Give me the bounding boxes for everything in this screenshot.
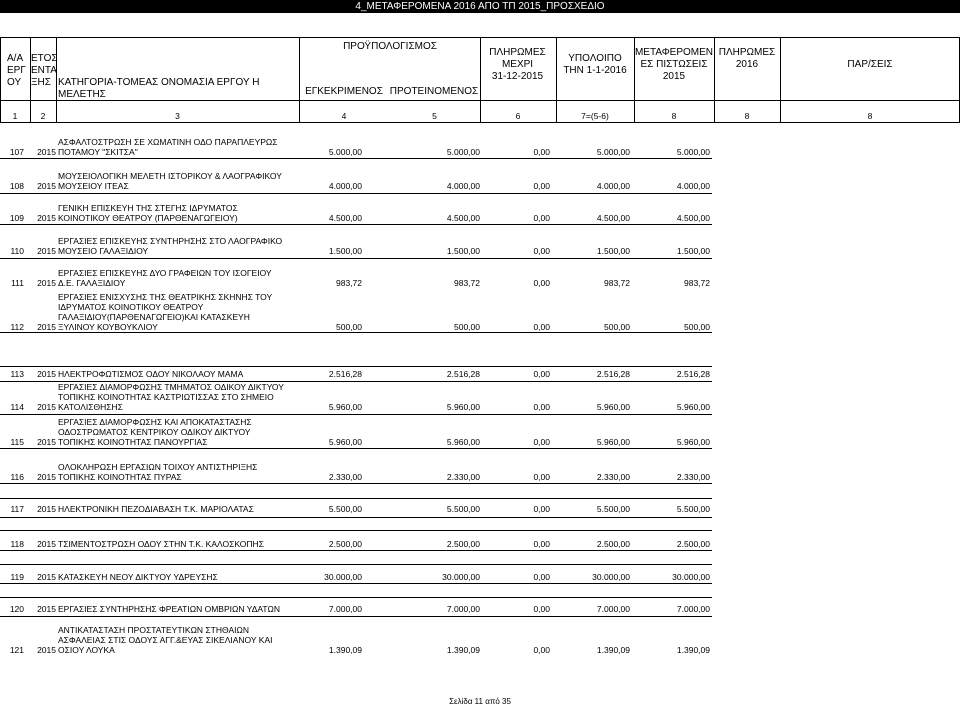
payments-2016-amount: 5.960,00	[676, 402, 710, 412]
table-row	[0, 414, 960, 447]
approved-amount: 983,72	[336, 278, 362, 288]
row-year: 2015	[37, 402, 56, 412]
project-name-line: ΓΑΛΑΞΙΔΙΟΥ(ΠΑΡΘΕΝΑΓΩΓΕΙΟ)ΚΑΙ ΚΑΤΑΣΚΕΥΗ	[58, 312, 250, 322]
row-separator	[0, 583, 712, 584]
paid-until-amount: 30.000,00	[442, 572, 480, 582]
project-name-line: Δ.Ε. ΓΑΛΑΞΙΔΙΟΥ	[58, 278, 126, 288]
grid-line	[0, 37, 1, 122]
project-name-line: ΑΣΦΑΛΕΙΑΣ ΣΤΙΣ ΟΔΟΥΣ ΑΓΓ.&ΕΥΑΣ ΣΙΚΕΛΙΑΝΟΥ ΚΑΙ	[58, 635, 273, 645]
grid-line	[480, 37, 481, 122]
payments-2016-amount: 4.000,00	[676, 181, 710, 191]
project-name-line: ΜΟΥΣΕΙΟ ΓΑΛΑΞΙΔΙΟΥ	[58, 246, 149, 256]
row-number: 110	[10, 246, 24, 256]
header-budget: ΠΡΟΫΠΟΛΟΓΙΣΜΟΣ	[343, 41, 437, 52]
row-number: 114	[10, 402, 24, 412]
table-row	[0, 369, 960, 379]
paid-until-amount: 2.330,00	[446, 472, 480, 482]
table-row	[0, 198, 960, 223]
transferred-amount: 5.500,00	[596, 504, 630, 514]
transferred-amount: 4.000,00	[596, 181, 630, 191]
row-number: 109	[9, 213, 24, 223]
project-name-line: ΟΛΟΚΛΗΡΩΣΗ ΕΡΓΑΣΙΩΝ ΤΟΙΧΟΥ ΑΝΤΙΣΤΗΡΙΞΗΣ	[58, 462, 258, 472]
payments-2016-amount: 2.330,00	[676, 472, 710, 482]
paid-until-amount: 2.500,00	[446, 539, 480, 549]
table-row	[0, 458, 960, 482]
grid-line	[30, 37, 31, 122]
row-separator	[0, 483, 712, 484]
table-row	[0, 128, 960, 157]
row-separator	[0, 332, 712, 333]
project-name-line: ΑΣΦΑΛΤΟΣΤΡΩΣΗ ΣΕ ΧΩΜΑΤΙΝΗ ΟΔΟ ΠΑΡΑΠΛΕΥΡΩΣ	[58, 137, 278, 147]
row-number: 111	[11, 278, 24, 288]
project-name-line: ΤΟΠΙΚΗΣ ΚΟΙΝΟΤΗΤΑΣ ΠΑΝΟΥΡΓΙΑΣ	[58, 437, 208, 447]
row-number: 121	[9, 645, 24, 655]
remainder-amount: 0,00	[533, 369, 550, 379]
row-year: 2015	[37, 645, 56, 655]
colnum: 8	[671, 111, 677, 121]
row-number: 119	[10, 572, 24, 582]
project-name-line: ΕΡΓΑΣΙΕΣ ΕΠΙΣΚΕΥΗΣ ΣΥΝΤΗΡΗΣΗΣ ΣΤΟ ΛΑΟΓΡΑΦΙΚΟ	[58, 236, 283, 246]
row-number: 113	[10, 369, 24, 379]
row-separator	[0, 616, 712, 617]
approved-amount: 30.000,00	[324, 572, 362, 582]
paid-until-amount: 5.000,00	[446, 147, 480, 157]
row-number: 115	[10, 437, 24, 447]
row-separator	[0, 258, 712, 259]
row-separator	[0, 550, 712, 551]
project-name-line: ΕΡΓΑΣΙΕΣ ΔΙΑΜΟΡΦΩΣΗΣ ΚΑΙ ΑΠΟΚΑΤΑΣΤΑΣΗΣ	[58, 417, 252, 427]
payments-2016-amount: 1.500,00	[676, 246, 710, 256]
paid-until-amount: 1.390,09	[446, 645, 480, 655]
row-separator	[0, 448, 712, 449]
payments-2016-amount: 2.516,28	[676, 369, 710, 379]
row-year: 2015	[37, 572, 56, 582]
transferred-amount: 2.330,00	[596, 472, 630, 482]
row-year: 2015	[37, 472, 56, 482]
row-year: 2015	[37, 504, 56, 514]
row-year: 2015	[37, 278, 56, 288]
row-separator	[0, 597, 712, 598]
transferred-amount: 1.390,09	[596, 645, 630, 655]
row-separator	[0, 158, 712, 159]
approved-amount: 5.000,00	[328, 147, 362, 157]
header-notes: ΠΑΡ/ΣΕΙΣ	[847, 59, 893, 70]
table-row	[0, 539, 960, 549]
window-title: 4_ΜΕΤΑΦΕΡΟΜΕΝΑ 2016 ΑΠΟ ΤΠ 2015_ΠΡΟΣΧΕΔΙΟ	[0, 0, 960, 13]
table-row	[0, 604, 960, 614]
row-separator	[0, 530, 712, 531]
approved-amount: 4.000,00	[328, 181, 362, 191]
remainder-amount: 0,00	[533, 604, 550, 614]
project-name-line: ΤΟΠΙΚΗΣ ΚΟΙΝΟΤΗΤΑΣ ΠΥΡΑΣ	[58, 472, 182, 482]
transferred-amount: 5.960,00	[596, 402, 630, 412]
transferred-amount: 4.500,00	[596, 213, 630, 223]
payments-2016-amount: 5.960,00	[676, 437, 710, 447]
paid-until-amount: 4.000,00	[446, 181, 480, 191]
grid-line	[780, 37, 781, 122]
approved-amount: 7.000,00	[328, 604, 362, 614]
table-row	[0, 229, 960, 256]
colnum: 4	[341, 111, 347, 121]
project-name-line: ΓΕΝΙΚΗ ΕΠΙΣΚΕΥΗ ΤΗΣ ΣΤΕΓΗΣ ΙΔΡΥΜΑΤΟΣ	[58, 203, 238, 213]
grid-line	[634, 37, 635, 122]
transferred-amount: 1.500,00	[596, 246, 630, 256]
row-year: 2015	[37, 437, 56, 447]
table-row	[0, 381, 960, 412]
row-year: 2015	[37, 181, 56, 191]
payments-2016-amount: 500,00	[684, 322, 710, 332]
remainder-amount: 0,00	[533, 539, 550, 549]
grid-line	[56, 37, 57, 122]
header-year: ΕΤΟΣ ΕΝΤΑ ΞΗΣ	[31, 53, 58, 88]
paid-until-amount: 5.500,00	[446, 504, 480, 514]
table-row	[0, 262, 960, 288]
transferred-amount: 7.000,00	[596, 604, 630, 614]
transferred-amount: 30.000,00	[592, 572, 630, 582]
row-separator	[0, 564, 712, 565]
row-year: 2015	[37, 539, 56, 549]
numbers-bottom-line	[0, 122, 960, 123]
table-row	[0, 163, 960, 191]
approved-amount: 5.960,00	[328, 402, 362, 412]
project-name-line: ΕΡΓΑΣΙΕΣ ΕΝΙΣΧΥΣΗΣ ΤΗΣ ΘΕΑΤΡΙΚΗΣ ΣΚΗΝΗΣ ΤΟΥ	[58, 292, 273, 302]
project-name-line: ΕΡΓΑΣΙΕΣ ΣΥΝΤΗΡΗΣΗΣ ΦΡΕΑΤΙΩΝ ΟΜΒΡΙΩΝ ΥΔΑΤΩΝ	[58, 604, 280, 614]
approved-amount: 5.500,00	[328, 504, 362, 514]
remainder-amount: 0,00	[533, 213, 550, 223]
table-row	[0, 289, 960, 332]
remainder-amount: 0,00	[533, 645, 550, 655]
colnum: 1	[12, 111, 18, 121]
payments-2016-amount: 5.500,00	[676, 504, 710, 514]
project-name-line: ΗΛΕΚΤΡΟΝΙΚΗ ΠΕΖΟΔΙΑΒΑΣΗ Τ.Κ. ΜΑΡΙΟΛΑΤΑΣ	[58, 504, 254, 514]
row-separator	[0, 193, 712, 194]
grid-line	[299, 37, 300, 122]
header-paid-until: ΠΛΗΡΩΜΕΣ ΜΕΧΡΙ 31-12-2015	[489, 47, 546, 82]
payments-2016-amount: 983,72	[684, 278, 710, 288]
remainder-amount: 0,00	[533, 322, 550, 332]
project-name-line: ΙΔΡΥΜΑΤΟΣ ΚΟΙΝΟΤΙΚΟΥ ΘΕΑΤΡΟΥ	[58, 302, 204, 312]
project-name-line: ΑΝΤΙΚΑΤΑΣΤΑΣΗ ΠΡΟΣΤΑΤΕΥΤΙΚΩΝ ΣΤΗΘΑΙΩΝ	[58, 625, 249, 635]
project-name-line: ΜΟΥΣΕΙΟΛΟΓΙΚΗ ΜΕΛΕΤΗ ΙΣΤΟΡΙΚΟΥ & ΛΑΟΓΡΑΦΙΚΟΥ	[58, 171, 282, 181]
row-year: 2015	[37, 246, 56, 256]
payments-2016-amount: 7.000,00	[676, 604, 710, 614]
project-name-line: ΠΟΤΑΜΟΥ "ΣΚΙΤΣΑ"	[58, 147, 138, 157]
paid-until-amount: 5.960,00	[446, 437, 480, 447]
header-transferred: ΜΕΤΑΦΕΡΟΜΕΝ ΕΣ ΠΙΣΤΩΣΕΙΣ 2015	[634, 47, 714, 82]
paid-until-amount: 983,72	[454, 278, 480, 288]
remainder-amount: 0,00	[533, 472, 550, 482]
paid-until-amount: 7.000,00	[446, 604, 480, 614]
colnum: 2	[40, 111, 46, 121]
transferred-amount: 2.516,28	[596, 369, 630, 379]
payments-2016-amount: 30.000,00	[672, 572, 710, 582]
project-name-line: ΞΥΛΙΝΟΥ ΚΟΥΒΟΥΚΛΙΟΥ	[58, 322, 158, 332]
transferred-amount: 983,72	[604, 278, 630, 288]
project-name-line: ΚΑΤΑΣΚΕΥΗ ΝΕΟΥ ΔΙΚΤΥΟΥ ΥΔΡΕΥΣΗΣ	[58, 572, 218, 582]
colnum: 5	[432, 111, 437, 121]
table-row	[0, 572, 960, 582]
paid-until-amount: 5.960,00	[446, 402, 480, 412]
remainder-amount: 0,00	[533, 402, 550, 412]
project-name-line: ΤΟΠΙΚΗΣ ΚΟΙΝΟΤΗΤΑΣ ΚΑΣΤΡΙΩΤΙΣΣΑΣ ΣΤΟ ΣΗΜΕΙΟ	[58, 392, 274, 402]
transferred-amount: 5.000,00	[596, 147, 630, 157]
approved-amount: 5.960,00	[328, 437, 362, 447]
approved-amount: 1.500,00	[328, 246, 362, 256]
row-separator	[0, 517, 712, 518]
project-name-line: ΚΑΤΟΛΙΣΘΗΣΗΣ	[58, 402, 123, 412]
paid-until-amount: 4.500,00	[446, 213, 480, 223]
paid-until-amount: 1.500,00	[446, 246, 480, 256]
approved-amount: 1.390,09	[328, 645, 362, 655]
header-payments-2016: ΠΛΗΡΩΜΕΣ 2016	[718, 47, 776, 70]
row-separator	[0, 224, 712, 225]
row-number: 118	[10, 539, 24, 549]
project-name-line: ΟΣΙΟΥ ΛΟΥΚΑ	[58, 645, 115, 655]
row-number: 107	[9, 147, 24, 157]
remainder-amount: 0,00	[533, 572, 550, 582]
row-separator	[0, 498, 712, 499]
header-aa: Α/Α ΕΡΓ ΟΥ	[7, 53, 26, 88]
header-remainder: ΥΠΟΛΟΙΠΟ ΤΗΝ 1-1-2016	[563, 53, 627, 76]
payments-2016-amount: 4.500,00	[676, 213, 710, 223]
table-row	[0, 504, 960, 514]
transferred-amount: 5.960,00	[596, 437, 630, 447]
page-footer: Σελίδα 11 από 35	[449, 697, 511, 706]
approved-amount: 4.500,00	[328, 213, 362, 223]
row-number: 117	[10, 504, 24, 514]
table-row	[0, 624, 960, 655]
header-proposed: ΠΡΟΤΕΙΝΟΜΕΝΟΣ	[389, 86, 479, 97]
approved-amount: 2.330,00	[328, 472, 362, 482]
transferred-amount: 500,00	[604, 322, 630, 332]
approved-amount: 2.516,28	[328, 369, 362, 379]
colnum: 3	[175, 111, 180, 121]
project-name-line: ΤΣΙΜΕΝΤΟΣΤΡΩΣΗ ΟΔΟΥ ΣΤΗΝ Τ.Κ. ΚΑΛΟΣΚΟΠΗΣ	[58, 539, 264, 549]
project-name-line: ΕΡΓΑΣΙΕΣ ΔΙΑΜΟΡΦΩΣΗΣ ΤΜΗΜΑΤΟΣ ΟΔΙΚΟΥ ΔΙΚΤΥΟΥ	[58, 382, 284, 392]
paid-until-amount: 2.516,28	[446, 369, 480, 379]
project-name-line: ΜΟΥΣΕΙΟΥ ΙΤΕΑΣ	[58, 181, 129, 191]
row-separator	[0, 366, 712, 367]
remainder-amount: 0,00	[533, 246, 550, 256]
row-year: 2015	[37, 322, 56, 332]
project-name-line: ΟΔΟΣΤΡΩΜΑΤΟΣ ΚΕΝΤΡΙΚΟΥ ΟΔΙΚΟΥ ΔΙΚΤΥΟΥ	[58, 427, 251, 437]
colnum: 8	[867, 111, 873, 121]
project-name-line: ΚΟΙΝΟΤΙΚΟΥ ΘΕΑΤΡΟΥ (ΠΑΡΘΕΝΑΓΩΓΕΙΟΥ)	[58, 213, 238, 223]
approved-amount: 500,00	[336, 322, 362, 332]
colnum: 6	[515, 111, 521, 121]
remainder-amount: 0,00	[533, 278, 550, 288]
row-year: 2015	[37, 147, 56, 157]
approved-amount: 2.500,00	[328, 539, 362, 549]
grid-line	[714, 37, 715, 122]
header-project-name: ΚΑΤΗΓΟΡΙΑ-ΤΟΜΕΑΣ ΟΝΟΜΑΣΙΑ ΕΡΓΟΥ Η ΜΕΛΕΤΗΣ	[58, 77, 260, 100]
payments-2016-amount: 2.500,00	[676, 539, 710, 549]
grid-line	[556, 37, 557, 122]
row-number: 112	[10, 322, 24, 332]
project-name-line: ΕΡΓΑΣΙΕΣ ΕΠΙΣΚΕΥΗΣ ΔΥΟ ΓΡΑΦΕΙΩΝ ΤΟΥ ΙΣΟΓΕΙΟΥ	[58, 268, 272, 278]
payments-2016-amount: 5.000,00	[676, 147, 710, 157]
payments-2016-amount: 1.390,09	[676, 645, 710, 655]
row-number: 116	[10, 472, 24, 482]
remainder-amount: 0,00	[533, 147, 550, 157]
row-number: 120	[9, 604, 24, 614]
remainder-amount: 0,00	[533, 437, 550, 447]
colnum: 8	[744, 111, 750, 121]
paid-until-amount: 500,00	[454, 322, 480, 332]
row-year: 2015	[37, 604, 56, 614]
remainder-amount: 0,00	[533, 181, 550, 191]
row-year: 2015	[37, 213, 56, 223]
remainder-amount: 0,00	[533, 504, 550, 514]
transferred-amount: 2.500,00	[596, 539, 630, 549]
project-name-line: ΗΛΕΚΤΡΟΦΩΤΙΣΜΟΣ ΟΔΟΥ ΝΙΚΟΛΑΟΥ ΜΑΜΑ	[58, 369, 244, 379]
row-number: 108	[9, 181, 24, 191]
colnum: 7=(5-6)	[581, 111, 609, 121]
row-year: 2015	[37, 369, 56, 379]
header-approved: ΕΓΚΕΚΡΙΜΕΝΟΣ	[305, 86, 383, 97]
